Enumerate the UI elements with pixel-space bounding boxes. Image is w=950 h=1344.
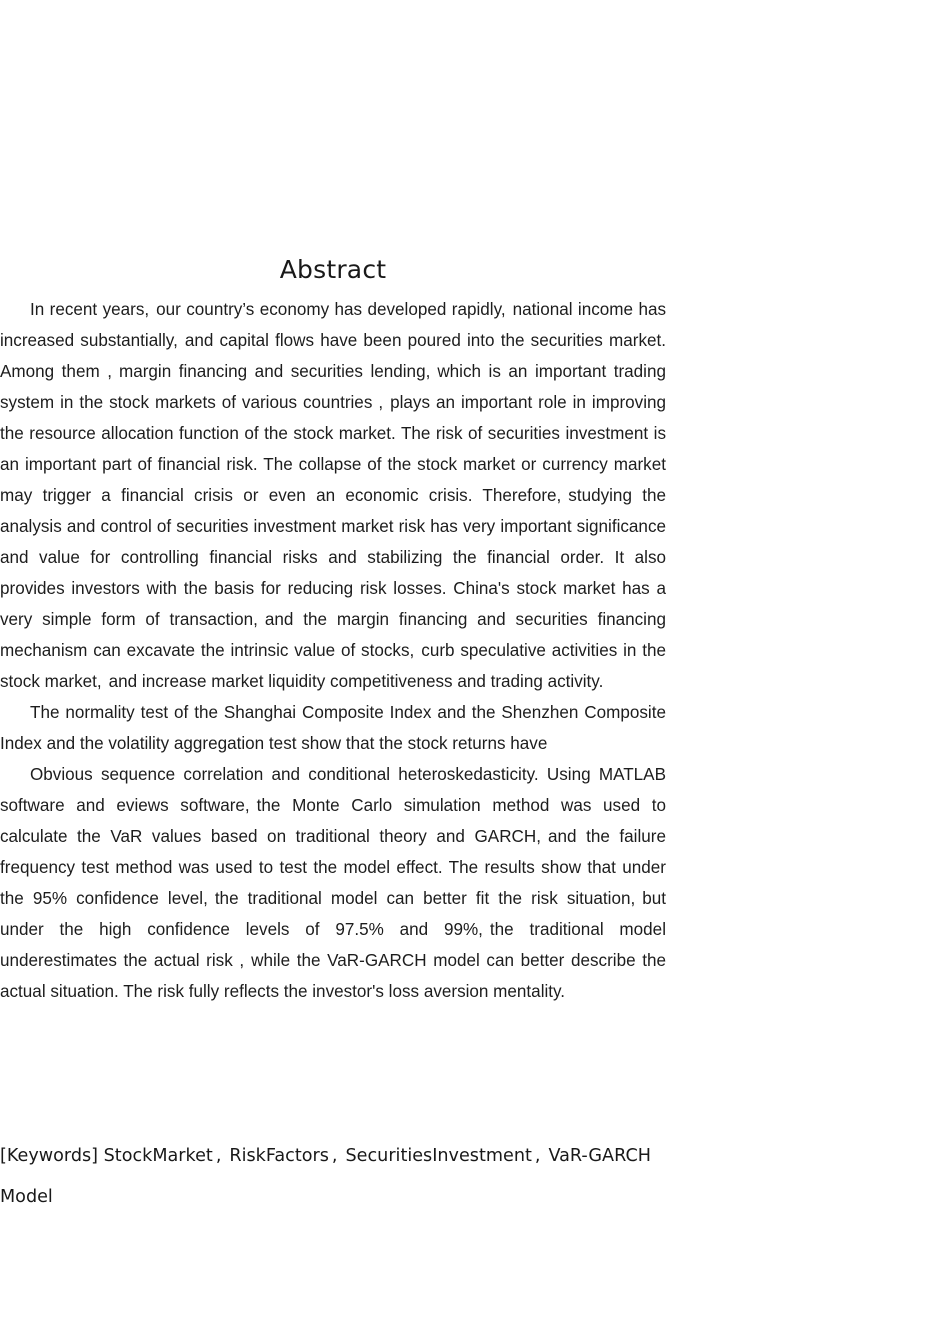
abstract-body — [0, 294, 666, 1007]
abstract-paragraph-3: Obvious sequence correlation and conditional heteroskedasticity. Using MATLAB software and eviews software, the Monte Carlo simulation method was used to calculate the VaR values based on traditional theory and GARCH, and the failure frequency test method was used to test the model effect. The results show that under the 95% confidence level, the traditional model can better fit the risk situation, but under the high confidence levels of 97.5% and 99%, the traditional model underestimates the actual risk , while the VaR-GARCH model can better describe the actual situation. The risk fully reflects the investor's loss aversion mentality. — [0, 765, 666, 1001]
abstract-paragraph-2: The normality test of the Shanghai Composite Index and the Shenzhen Composite Index and the volatility aggregation test show that the stock returns have — [0, 703, 666, 753]
abstract-paragraph-1: In recent years, our country’s economy has developed rapidly, national income has increased substantially, and capital flows have been poured into the securities market. Among them , margin financing and securities lending, which is an important trading system in the stock markets of various countries , plays an important role in improving the resource allocation function of the stock market. The risk of securities investment is an important part of financial risk. The collapse of the stock market or currency market may trigger a financial crisis or even an economic crisis. Therefore, studying the analysis and control of securities investment market risk has very important significance and value for controlling financial risks and stabilizing the financial order. It also provides investors with the basis for reducing risk losses. China's stock market has a very simple form of transaction, and the margin financing and securities financing mechanism can excavate the intrinsic value of stocks, curb speculative activities in the stock market, and increase market liquidity competitiveness and trading activity. — [0, 300, 667, 691]
keywords-line: [Keywords] StockMarket , RiskFactors , SecuritiesInvestment , VaR-GARCH Model — [0, 1146, 651, 1207]
keywords-section — [0, 1136, 680, 1218]
page-title: Abstract — [279, 255, 387, 284]
